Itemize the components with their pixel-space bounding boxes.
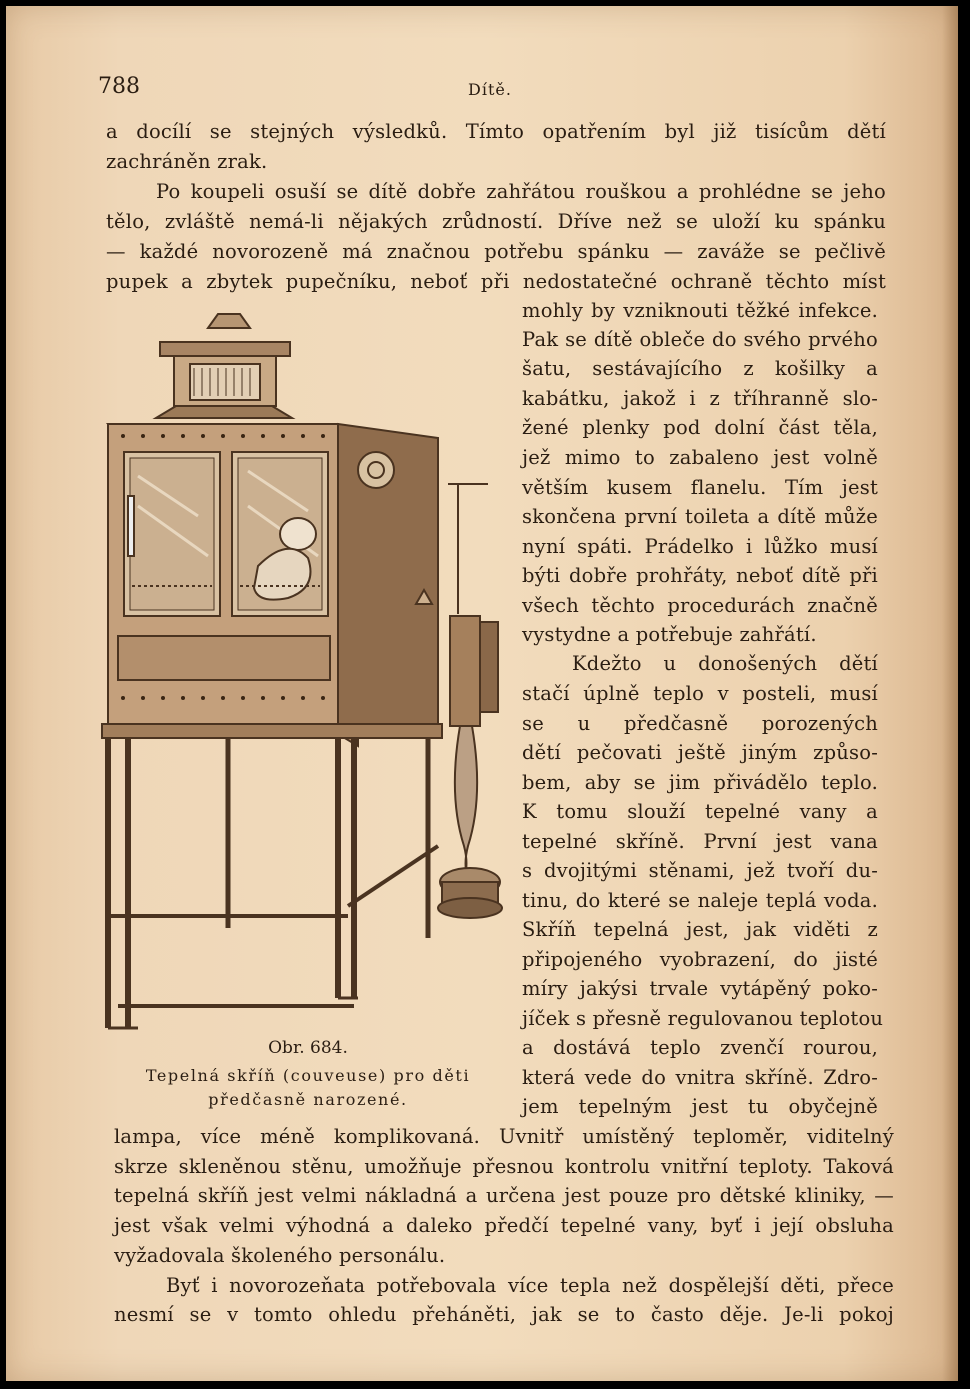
figure-number: Obr. 684. (268, 1038, 348, 1058)
text-line: mohly by vzniknouti těžké infekce. (522, 299, 878, 322)
book-page (6, 6, 958, 1381)
text-line: vyžadovala školeného personálu. (114, 1244, 446, 1267)
text-line: Byť i novorozeňata potřebovala více tepla než dospělejší děti, přece (166, 1274, 894, 1297)
text-line: s dvojitými stěnami, jež tvoří du- (522, 859, 878, 882)
figure-caption-line: Tepelná skříň (couveuse) pro děti (145, 1066, 471, 1085)
text-line: — každé novorozeně má značnou potřebu spánku — zaváže se pečlivě (106, 240, 886, 263)
text-line: tepelné skříně. První jest vana (522, 830, 878, 853)
running-head: Dítě. (468, 80, 512, 99)
text-line: jíček s přesně regulovanou teplotou (522, 1007, 884, 1030)
text-line: a dostává teplo zvenčí rourou, (522, 1036, 878, 1059)
text-line: bem, aby se jim přivádělo teplo. (522, 771, 878, 794)
incubator-illustration (98, 306, 518, 1036)
text-line: lampa, více méně komplikovaná. Uvnitř umístěný teploměr, viditelný (114, 1125, 894, 1148)
text-line: všech těchto procedurách značně (522, 594, 878, 617)
figure-caption-line: předčasně narozené. (208, 1090, 408, 1109)
page-number: 788 (98, 74, 140, 99)
text-line: K tomu slouží tepelné vany a (522, 800, 878, 823)
text-line: Kdežto u donošených dětí (572, 652, 878, 675)
text-line: tinu, do které se naleje teplá voda. (522, 889, 878, 912)
text-line: nyní spáti. Prádelko i lůžko musí (522, 535, 878, 558)
text-line: žené plenky pod dolní část těla, (522, 416, 878, 439)
text-line: býti dobře prohřáty, neboť dítě při (522, 564, 878, 587)
page-spine-shadow (942, 6, 958, 1381)
text-line: se u předčasně porozených (522, 712, 878, 735)
text-line: připojeného vyobrazení, do jisté (522, 948, 878, 971)
text-line: Po koupeli osuší se dítě dobře zahřátou rouškou a prohlédne se jeho (156, 180, 886, 203)
text-line: vystydne a potřebuje zahřátí. (522, 623, 817, 646)
text-line: která vede do vnitra skříně. Zdro- (522, 1066, 878, 1089)
text-line: zachráněn zrak. (106, 150, 268, 173)
text-line: a docílí se stejných výsledků. Tímto opatřením byl již tisícům dětí (106, 120, 886, 143)
text-line: stačí úplně teplo v posteli, musí (522, 682, 878, 705)
text-line: Skříň tepelná jest, jak viděti z (522, 918, 878, 941)
text-line: tělo, zvláště nemá-li nějakých zrůdností. Dříve než se uloží ku spánku (106, 210, 886, 233)
text-line: Pak se dítě obleče do svého prvého (522, 328, 878, 351)
text-line: tepelná skříň jest velmi nákladná a určena jest pouze pro dětské kliniky, — (114, 1184, 894, 1207)
text-line: skrze skleněnou stěnu, umožňuje přesnou kontrolu vnitřní teploty. Taková (114, 1155, 894, 1178)
text-line: dětí pečovati ještě jiným způso- (522, 741, 878, 764)
text-line: nesmí se v tomto ohledu přeháněti, jak se to často děje. Je-li pokoj (114, 1303, 894, 1326)
text-line: kabátku, jakož i z tříhranně slo- (522, 387, 878, 410)
text-line: míry jakýsi trvale vytápěný poko- (522, 977, 878, 1000)
text-line: pupek a zbytek pupečníku, neboť při nedostatečné ochraně těchto míst (106, 270, 886, 293)
text-line: jest však velmi výhodná a daleko předčí tepelné vany, byť i její obsluha (114, 1214, 894, 1237)
figure-caption (98, 1064, 518, 1112)
text-line: šatu, sestávajícího z košilky a (522, 357, 878, 380)
text-line: skončena první toileta a dítě může (522, 505, 878, 528)
text-line: jež mimo to zabaleno jest volně (522, 446, 878, 469)
text-line: větším kusem flanelu. Tím jest (522, 476, 878, 499)
text-line: jem tepelným jest tu obyčejně (522, 1095, 878, 1118)
